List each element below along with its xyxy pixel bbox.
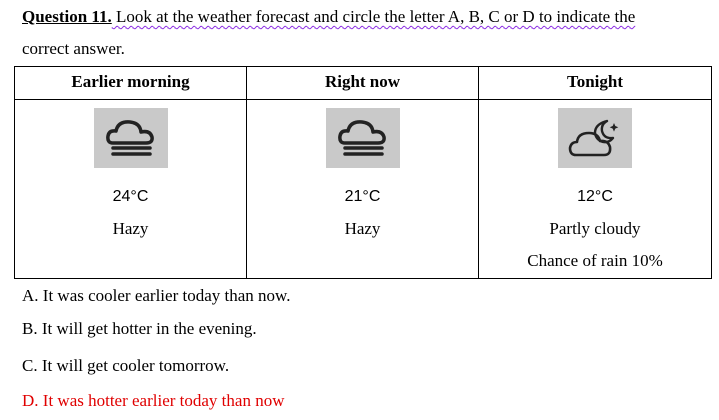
answer-option-a[interactable]: A. It was cooler earlier today than now. <box>22 286 291 305</box>
condition-tonight: Partly cloudy <box>549 219 641 238</box>
condition-right-now: Hazy <box>344 219 381 238</box>
question-text: Look at the weather forecast and circle the letter A, B, C or D to indicate the <box>111 7 636 26</box>
temperature-earlier-morning: 24°C <box>112 188 149 205</box>
weather-forecast-table <box>14 66 712 279</box>
condition-earlier-morning: Hazy <box>112 219 149 238</box>
question-line <box>22 6 635 28</box>
fog-cloud-icon <box>326 108 400 168</box>
header-earlier-morning: Earlier morning <box>15 67 247 100</box>
header-tonight: Tonight <box>479 67 712 100</box>
answer-option-c[interactable]: C. It will get cooler tomorrow. <box>22 356 230 375</box>
question-number: Question 11. <box>22 7 112 26</box>
header-right-now: Right now <box>247 67 479 100</box>
temperature-right-now: 21°C <box>344 188 381 205</box>
forecast-cell-earlier-morning <box>15 100 247 279</box>
fog-cloud-icon <box>94 108 168 168</box>
rain-chance-tonight: Chance of rain 10% <box>527 251 663 270</box>
forecast-header-row <box>15 67 712 100</box>
forecast-cell-right-now <box>247 100 479 279</box>
cloud-moon-icon <box>558 108 632 168</box>
temperature-tonight: 12°C <box>577 188 613 205</box>
forecast-cell-tonight <box>479 100 712 279</box>
answer-option-d[interactable]: D. It was hotter earlier today than now <box>22 391 285 410</box>
answer-option-b[interactable]: B. It will get hotter in the evening. <box>22 319 257 338</box>
forecast-body-row <box>15 100 712 279</box>
question-text-continued: correct answer. <box>22 39 125 58</box>
